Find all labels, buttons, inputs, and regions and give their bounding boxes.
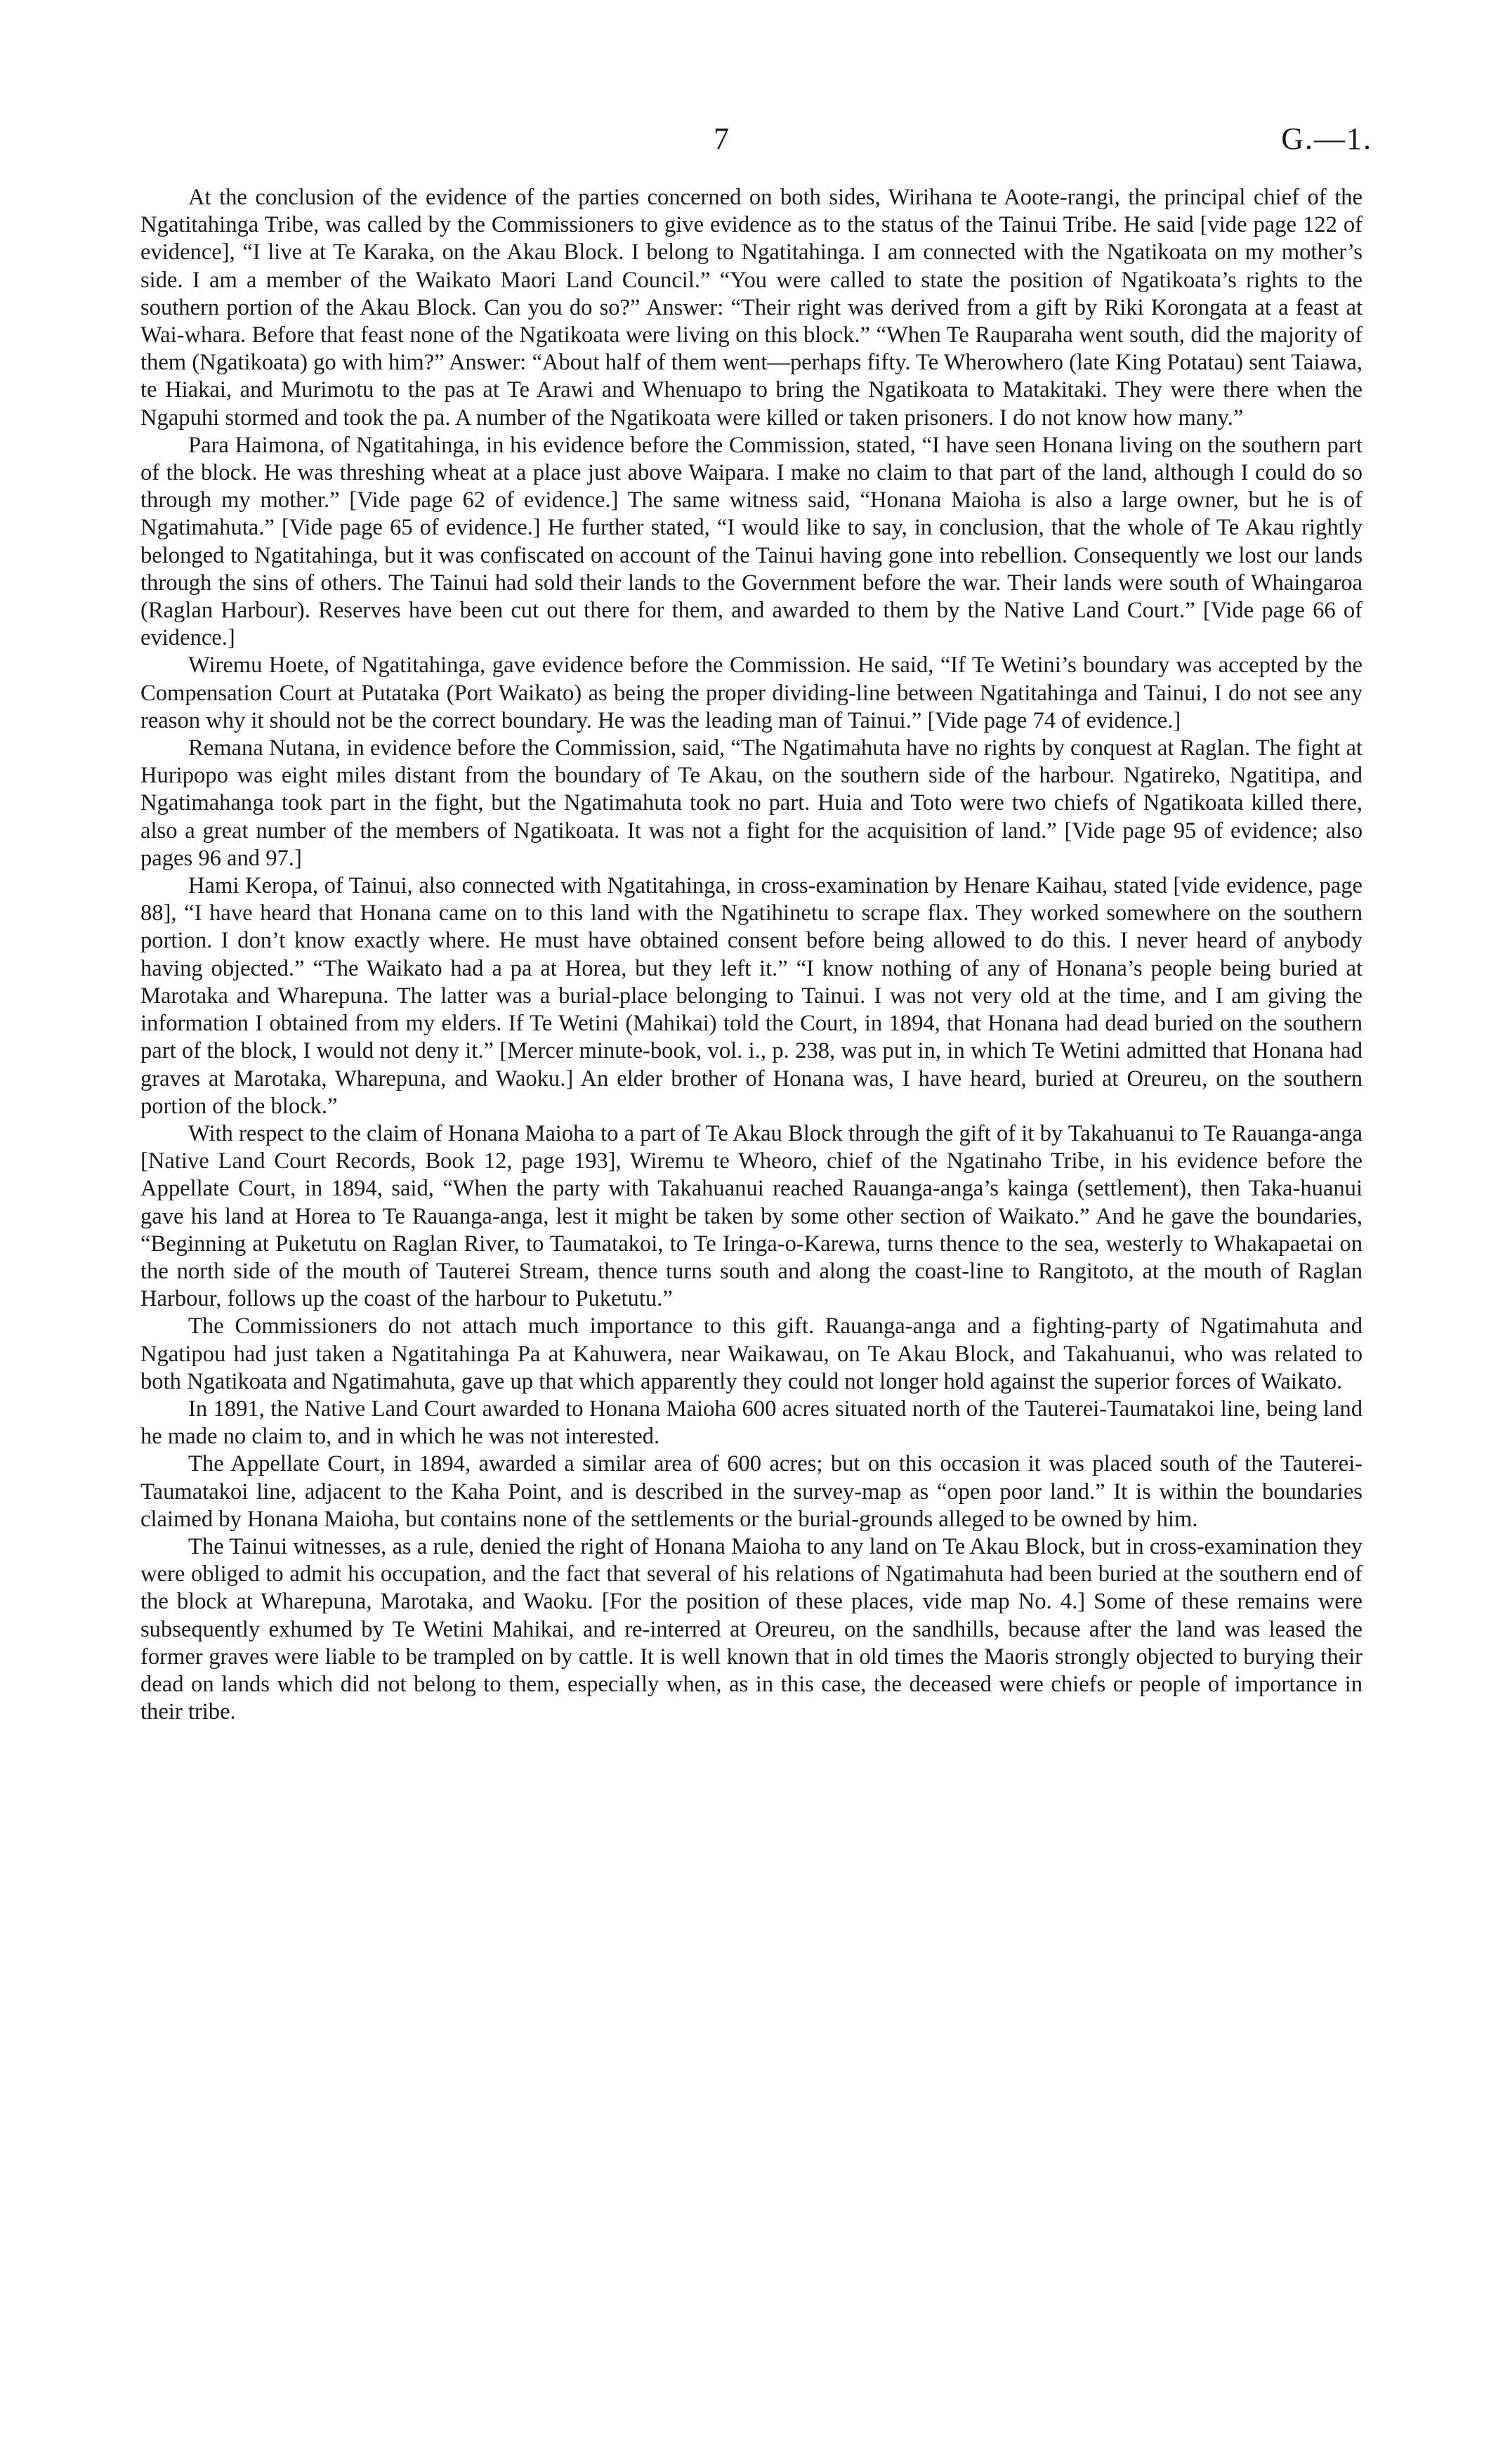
paragraph-wirihana-evidence: At the conclusion of the evidence of the parties concerned on both sides, Wirihana te Aoote-rangi, the principal chief of the Ngatitahinga Tribe, was called by the Commissioners to give evidence as to the status of the Tainui Tribe. He said [vide page 122 of evidence], “I live at Te Karaka, on the Akau Block. I belong to Ngatitahinga. I am connected with the Ngatikoata on my mother’s side. I am a member of the Waikato Maori Land Council.” “You were called to state the position of Ngatikoata’s rights to the southern portion of the Akau Block. Can you do so?” Answer: “Their right was derived from a gift by Riki Korongata at a feast at Wai-whara. Before that feast none of the Ngatikoata were living on this block.” “When Te Rauparaha went south, did the majority of them (Ngatikoata) go with him?” Answer: “About half of them went—perhaps fifty. Te Wherowhero (late King Potatau) sent Taiawa, te Hiakai, and Murimotu to the pas at Te Arawi and Whenuapo to bring the Ngatikoata to Matakitaki. They were there when the Ngapuhi stormed and took the pa. A number of the Ngatikoata were killed or taken prisoners. I do not know how many.” (140, 185, 1363, 431)
paragraph-para-haimona: Para Haimona, of Ngatitahinga, in his evidence before the Commission, stated, “I have seen Honana living on the southern part of the block. He was threshing wheat at a place just above Waipara. I make no claim to that part of the land, although I could do so through my mother.” [Vide page 62 of evidence.] The same witness said, “Honana Maioha is also a large owner, but he is of Ngatimahuta.” [Vide page 65 of evidence.] He further stated, “I would like to say, in conclusion, that the whole of Te Akau rightly belonged to Ngatitahinga, but it was confiscated on account of the Tainui having gone into rebellion. Consequently we lost our lands through the sins of others. The Tainui had sold their lands to the Government before the war. Their lands were south of Whaingaroa (Raglan Harbour). Reserves have been cut out there for them, and awarded to them by the Native Land Court.” [Vide page 66 of evidence.] (140, 432, 1363, 651)
page-header (0, 118, 1510, 160)
paragraph-wiremu-hoete: Wiremu Hoete, of Ngatitahinga, gave evidence before the Commission. He said, “If Te Wetini’s boundary was accepted by the Compensation Court at Putataka (Port Waikato) as being the proper dividing-line between Ngatitahinga and Tainui, I do not see any reason why it should not be the correct boundary. He was the leading man of Tainui.” [Vide page 74 of evidence.] (140, 653, 1363, 733)
paragraph-honana-claim: With respect to the claim of Honana Maioha to a part of Te Akau Block through the gift of it by Takahuanui to Te Rauanga-anga [Native Land Court Records, Book 12, page 193], Wiremu te Wheoro, chief of the Ngatinaho Tribe, in his evidence before the Appellate Court, in 1894, said, “When the party with Takahuanui reached Rauanga-anga’s kainga (settlement), then Taka-huanui gave his land at Horea to Te Rauanga-anga, lest it might be taken by some other section of Waikato.” And he gave the boundaries, “Beginning at Puketutu on Raglan River, to Taumatakoi, to Te Iringa-o-Karewa, turns thence to the sea, westerly to Whakapaetai on the north side of the mouth of Tauterei Stream, thence turns south and along the coast-line to Rangitoto, at the mouth of Raglan Harbour, follows up the coast of the harbour to Puketutu.” (140, 1120, 1363, 1312)
paragraph-1891-award: In 1891, the Native Land Court awarded to Honana Maioha 600 acres situated north of the Tauterei-Taumatakoi line, being land he made no claim to, and in which he was not interested. (140, 1396, 1363, 1450)
page-number: 7 (714, 122, 729, 156)
paragraph-1894-appellate: The Appellate Court, in 1894, awarded a similar area of 600 acres; but on this occasion it was placed south of the Tauterei-Taumatakoi line, adjacent to the Kaha Point, and is described in the survey-map as “open poor land.” It is within the boundaries claimed by Honana Maioha, but contains none of the settlements or the burial-grounds alleged to be owned by him. (140, 1451, 1363, 1532)
paragraph-commissioners-gift: The Commissioners do not attach much importance to this gift. Rauanga-anga and a fighting-party of Ngatimahuta and Ngatipou had just taken a Ngatitahinga Pa at Kahuwera, near Waikawau, on Te Akau Block, and Takahuanui, who was related to both Ngatikoata and Ngatimahuta, gave up that which apparently they could not longer hold against the superior forces of Waikato. (140, 1313, 1363, 1394)
paper-reference: G.—1. (1281, 122, 1372, 156)
paragraph-tainui-witnesses: The Tainui witnesses, as a rule, denied the right of Honana Maioha to any land on Te Akau Block, but in cross-examination they were obliged to admit his occupation, and the fact that several of his relations of Ngatimahuta had been buried at the southern end of the block at Wharepuna, Marotaka, and Waoku. [For the position of these places, vide map No. 4.] Some of these remains were subsequently exhumed by Te Wetini Mahikai, and re-interred at Oreureu, on the sandhills, because after the land was leased the former graves were liable to be trampled on by cattle. It is well known that in old times the Maoris strongly objected to burying their dead on lands which did not belong to them, especially when, as in this case, the deceased were chiefs or people of importance in their tribe. (140, 1533, 1363, 1725)
paragraph-hami-keropa: Hami Keropa, of Tainui, also connected with Ngatitahinga, in cross-examination by Henare Kaihau, stated [vide evidence, page 88], “I have heard that Honana came on to this land with the Ngatihinetu to scrape flax. They worked somewhere on the southern portion. I don’t know exactly where. He must have obtained consent before being allowed to do this. I never heard of anybody having objected.” “The Waikato had a pa at Horea, but they left it.” “I know nothing of any of Honana’s people being buried at Marotaka and Wharepuna. The latter was a burial-place belonging to Tainui. I was not very old at the time, and I am giving the information I obtained from my elders. If Te Wetini (Mahikai) told the Court, in 1894, that Honana had dead buried on the southern part of the block, I would not deny it.” [Mercer minute-book, vol. i., p. 238, was put in, in which Te Wetini admitted that Honana had graves at Marotaka, Wharepuna, and Waoku.] An elder brother of Honana was, I have heard, buried at Oreureu, on the southern portion of the block.” (140, 873, 1363, 1119)
document-body (140, 184, 1363, 1726)
paragraph-remana-nutana: Remana Nutana, in evidence before the Commission, said, “The Ngatimahuta have no rights by conquest at Raglan. The fight at Huripopo was eight miles distant from the boundary of Te Akau, on the southern side of the harbour. Ngatireko, Ngatitipa, and Ngatimahanga took part in the fight, but the Ngatimahuta took no part. Huia and Toto were two chiefs of Ngatikoata killed there, also a great number of the members of Ngatikoata. It was not a fight for the acquisition of land.” [Vide page 95 of evidence; also pages 96 and 97.] (140, 735, 1363, 871)
